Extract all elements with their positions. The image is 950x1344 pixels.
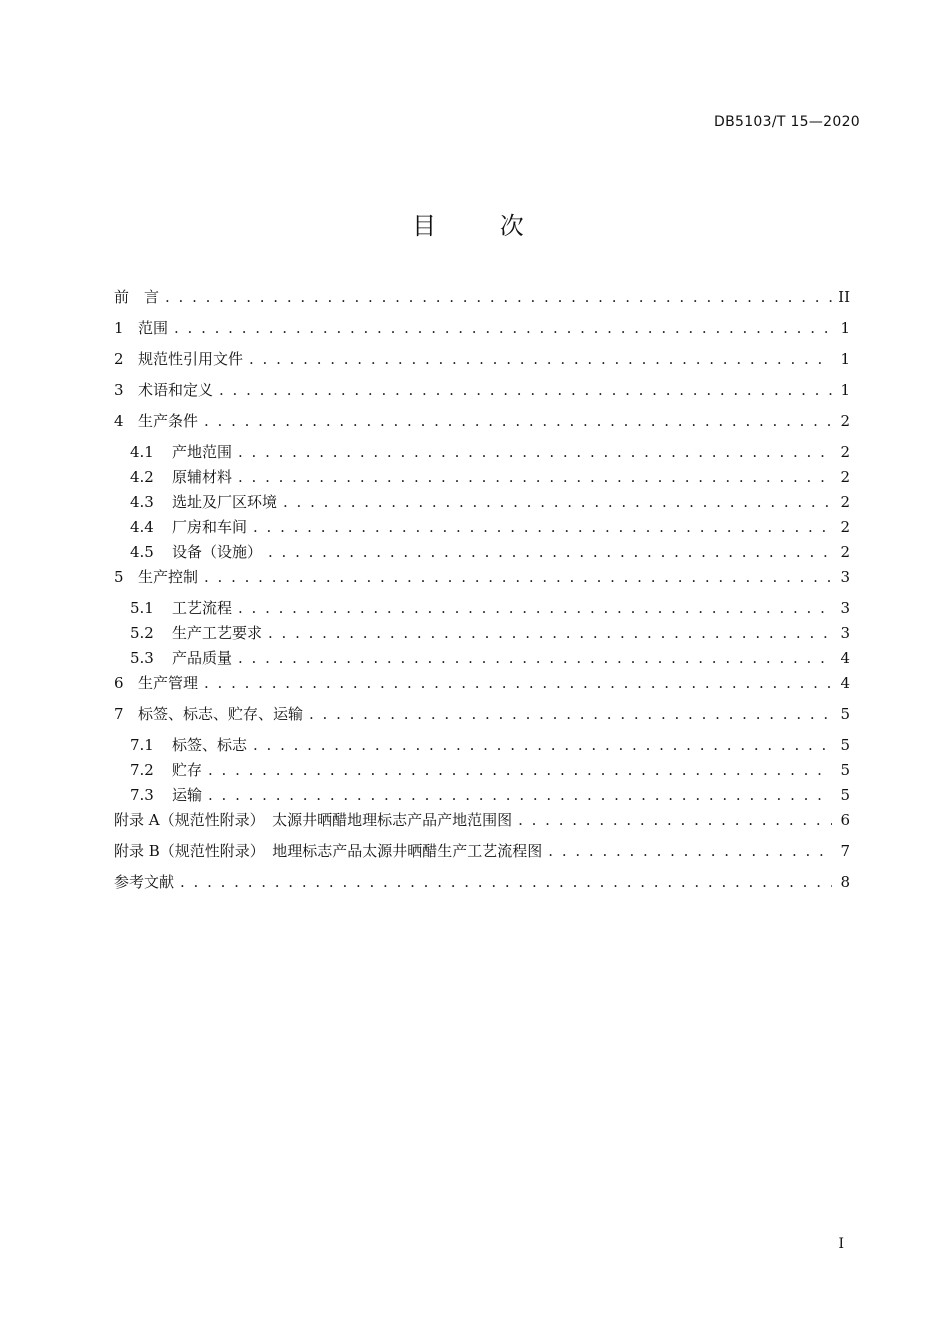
- toc-entry[interactable]: [114, 542, 850, 567]
- toc-entry[interactable]: [114, 673, 850, 704]
- toc-dot-leader: [165, 287, 832, 307]
- toc-dot-leader: [253, 735, 832, 755]
- toc-entry-page: 7: [840, 842, 850, 860]
- toc-entry-label: 贮存: [172, 761, 203, 779]
- toc-entry-page: 2: [840, 493, 850, 511]
- toc-entry-number: 7.3: [130, 786, 154, 804]
- toc-dot-leader: [204, 567, 832, 587]
- toc-entry[interactable]: [114, 785, 850, 810]
- toc-title: 目 次: [412, 212, 552, 240]
- toc-entry-page: 4: [840, 674, 850, 692]
- toc-entry-label: 标签、标志、贮存、运输: [138, 705, 304, 723]
- toc-entry[interactable]: [114, 623, 850, 648]
- toc-dot-leader: [208, 760, 832, 780]
- toc-entry-number: 5.1: [130, 599, 154, 617]
- toc-entry-label: 设备（设施）: [172, 543, 263, 561]
- standard-code: DB5103/T 15—2020: [714, 114, 860, 130]
- footer-page-number: I: [838, 1236, 844, 1252]
- toc-entry-label: 标签、标志: [172, 736, 248, 754]
- toc-entry-page: 1: [840, 381, 850, 399]
- toc-entry-page: 4: [840, 649, 850, 667]
- toc-entry-number: 4.1: [130, 443, 154, 461]
- toc-dot-leader: [283, 492, 832, 512]
- toc-dot-leader: [208, 785, 832, 805]
- toc-entry-label: 工艺流程: [172, 599, 233, 617]
- toc-entry-page: 5: [840, 761, 850, 779]
- toc-entry[interactable]: [114, 760, 850, 785]
- toc-entry-page: 1: [840, 319, 850, 337]
- toc-entry-label: 范围: [138, 319, 169, 337]
- toc-entry[interactable]: [114, 492, 850, 517]
- toc-entry-label: 生产条件: [138, 412, 199, 430]
- toc-entry[interactable]: [114, 841, 850, 872]
- toc-entry-page: 3: [840, 568, 850, 586]
- toc-entry-label: 附录 B（规范性附录） 地理标志产品太源井晒醋生产工艺流程图: [114, 842, 543, 860]
- toc-entry-label: 规范性引用文件: [138, 350, 244, 368]
- toc-entry[interactable]: [114, 704, 850, 735]
- toc-entry-page: 3: [840, 599, 850, 617]
- toc-dot-leader: [204, 673, 832, 693]
- toc-entry[interactable]: [114, 648, 850, 673]
- toc-entry-label: 术语和定义: [138, 381, 214, 399]
- toc-entry-number: 5.2: [130, 624, 154, 642]
- toc-entry[interactable]: [114, 442, 850, 467]
- toc-dot-leader: [180, 872, 832, 892]
- toc-dot-leader: [249, 349, 832, 369]
- toc-entry-page: 2: [840, 518, 850, 536]
- toc-entry-page: 3: [840, 624, 850, 642]
- toc-entry[interactable]: [114, 872, 850, 903]
- toc-entry-label: 生产管理: [138, 674, 199, 692]
- toc-entry-page: 1: [840, 350, 850, 368]
- toc-entry-number: 4.5: [130, 543, 154, 561]
- toc-dot-leader: [219, 380, 832, 400]
- toc-dot-leader: [268, 623, 832, 643]
- toc-entry-number: 4.2: [130, 468, 154, 486]
- toc-entry-page: 5: [840, 736, 850, 754]
- toc-entry-label: 厂房和车间: [172, 518, 248, 536]
- toc-entry[interactable]: [114, 735, 850, 760]
- toc-entry-number: 5: [114, 568, 124, 586]
- toc-entry-page: 2: [840, 443, 850, 461]
- toc-entry-page: 2: [840, 468, 850, 486]
- toc-dot-leader: [253, 517, 832, 537]
- toc-entry-label: 生产工艺要求: [172, 624, 263, 642]
- toc-entry-page: II: [838, 288, 850, 306]
- toc-entry-number: 7.1: [130, 736, 154, 754]
- toc-entry-number: 4.3: [130, 493, 154, 511]
- toc-entry-number: 4.4: [130, 518, 154, 536]
- toc-entry[interactable]: [114, 467, 850, 492]
- toc-dot-leader: [548, 841, 832, 861]
- toc-dot-leader: [238, 467, 832, 487]
- toc-entry[interactable]: [114, 411, 850, 442]
- toc-entry-label: 原辅材料: [172, 468, 233, 486]
- toc-dot-leader: [204, 411, 832, 431]
- toc-entry-page: 2: [840, 543, 850, 561]
- toc-dot-leader: [238, 648, 832, 668]
- toc-dot-leader: [518, 810, 832, 830]
- toc-entry[interactable]: [114, 810, 850, 841]
- toc-dot-leader: [309, 704, 832, 724]
- toc-entry-number: 1: [114, 319, 124, 337]
- toc-entry-number: 5.3: [130, 649, 154, 667]
- toc-entry[interactable]: [114, 318, 850, 349]
- toc-entry-label: 生产控制: [138, 568, 199, 586]
- table-of-contents: [114, 287, 850, 903]
- toc-entry-number: 2: [114, 350, 124, 368]
- toc-entry[interactable]: [114, 567, 850, 598]
- toc-dot-leader: [174, 318, 832, 338]
- toc-entry-label: 运输: [172, 786, 203, 804]
- toc-entry-page: 5: [840, 705, 850, 723]
- toc-entry-number: 3: [114, 381, 124, 399]
- toc-entry[interactable]: [114, 287, 850, 318]
- toc-entry-label: 产地范围: [172, 443, 233, 461]
- toc-entry[interactable]: [114, 380, 850, 411]
- toc-entry[interactable]: [114, 349, 850, 380]
- toc-entry-number: 7: [114, 705, 124, 723]
- toc-entry-page: 5: [840, 786, 850, 804]
- toc-entry-label: 参考文献: [114, 873, 175, 891]
- toc-entry[interactable]: [114, 598, 850, 623]
- toc-entry-number: 7.2: [130, 761, 154, 779]
- toc-entry-page: 6: [840, 811, 850, 829]
- toc-entry-label: 选址及厂区环境: [172, 493, 278, 511]
- toc-dot-leader: [238, 442, 832, 462]
- toc-entry-number: 4: [114, 412, 124, 430]
- toc-entry-page: 8: [840, 873, 850, 891]
- toc-entry-page: 2: [840, 412, 850, 430]
- toc-entry[interactable]: [114, 517, 850, 542]
- toc-entry-number: 6: [114, 674, 124, 692]
- toc-entry-label: 产品质量: [172, 649, 233, 667]
- toc-dot-leader: [238, 598, 832, 618]
- toc-entry-label: 前 言: [114, 288, 160, 306]
- toc-entry-label: 附录 A（规范性附录） 太源井晒醋地理标志产品产地范围图: [114, 811, 513, 829]
- toc-dot-leader: [268, 542, 832, 562]
